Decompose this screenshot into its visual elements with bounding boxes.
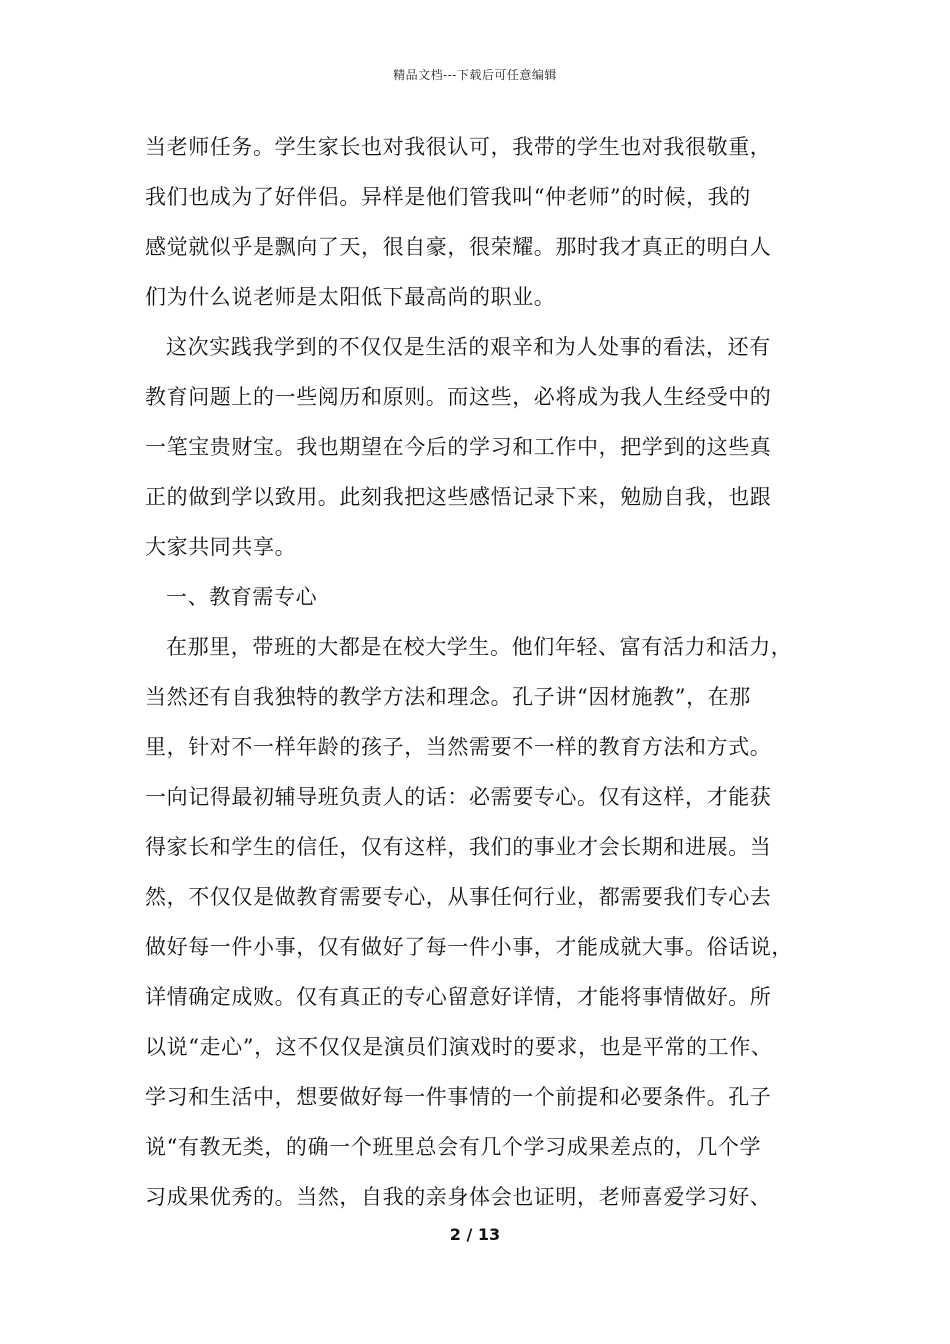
text-line: 正的做到学以致用。此刻我把这些感悟记录下来，勉励自我，也跟 <box>145 485 772 509</box>
text-line: 然，不仅仅是做教育需要专心，从事任何行业，都需要我们专心去 <box>145 885 772 909</box>
text-line: 们为什么说老师是太阳低下最高尚的职业。 <box>145 285 556 309</box>
text-line: 大家共同共享。 <box>145 535 297 559</box>
text-line: 说“有教无类，的确一个班里总会有几个学习成果差点的，几个学 <box>145 1135 762 1159</box>
text-line: 教育问题上的一些阅历和原则。而这些，必将成为我人生经受中的 <box>145 385 772 409</box>
header-note: 精品文档---下载后可任意编辑 <box>393 68 557 82</box>
page-number: 2 / 13 <box>449 1225 501 1244</box>
text-line: 里，针对不一样年龄的孩子，当然需要不一样的教育方法和方式。 <box>145 735 772 759</box>
paragraph-start-line: 这次实践我学到的不仅仅是生活的艰辛和为人处事的看法，还有 <box>166 335 771 359</box>
text-line: 详情确定成败。仅有真正的专心留意好详情，才能将事情做好。所 <box>145 985 772 1009</box>
text-line: 当老师任务。学生家长也对我很认可，我带的学生也对我很敬重， <box>145 135 772 159</box>
section-heading: 一、教育需专心 <box>166 585 318 609</box>
text-line: 我们也成为了好伴侣。异样是他们管我叫“仲老师”的时候，我的 <box>145 185 751 209</box>
text-line: 一向记得最初辅导班负责人的话：必需要专心。仅有这样，才能获 <box>145 785 772 809</box>
text-line: 习成果优秀的。当然，自我的亲身体会也证明，老师喜爱学习好、 <box>145 1185 772 1209</box>
text-line: 感觉就似乎是飘向了天，很自豪，很荣耀。那时我才真正的明白人 <box>145 235 772 259</box>
text-line: 当然还有自我独特的教学方法和理念。孔子讲“因材施教”，在那 <box>145 685 751 709</box>
text-line: 做好每一件小事，仅有做好了每一件小事，才能成就大事。俗话说， <box>145 935 793 959</box>
text-line: 一笔宝贵财宝。我也期望在今后的学习和工作中，把学到的这些真 <box>145 435 772 459</box>
body-text <box>145 128 815 1228</box>
paragraph-start-line: 在那里，带班的大都是在校大学生。他们年轻、富有活力和活力， <box>166 635 793 659</box>
text-line: 得家长和学生的信任，仅有这样，我们的事业才会长期和进展。当 <box>145 835 772 859</box>
text-line: 学习和生活中，想要做好每一件事情的一个前提和必要条件。孔子 <box>145 1085 772 1109</box>
text-line: 以说“走心”，这不仅仅是演员们演戏时的要求，也是平常的工作、 <box>145 1035 773 1059</box>
